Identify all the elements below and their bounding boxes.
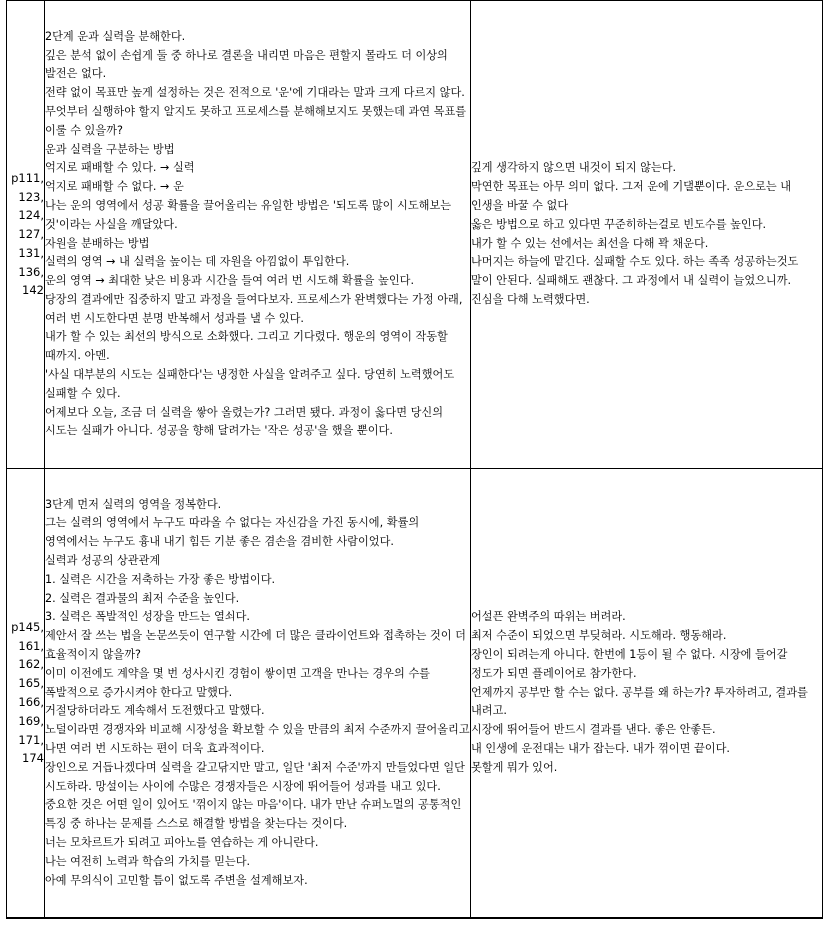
summary-line: 그는 실력의 영역에서 누구도 따라올 수 없다는 자신감을 가진 동시에, 확률의 영역에서는 누구도 흉내 내기 힘든 기분 좋은 겸손을 겸비한 사람이었다. (45, 516, 420, 549)
thought-line: 언제까지 공부만 할 수는 없다. 공부를 왜 하는가? 투자하려고, 결과를 내려고. (471, 685, 808, 718)
page-number: 174 (22, 751, 44, 766)
notes-table (6, 0, 823, 919)
thoughts-cell (471, 469, 823, 919)
table-row (7, 469, 823, 919)
summary-line: 내가 할 수 있는 최선의 방식으로 소화했다. 그리고 기다렸다. 행운의 영역이 작동할 때까지. 아멘. (45, 330, 448, 363)
summary-line: 노덜이라면 경쟁자와 비교해 시장성을 확보할 수 있을 만큼의 최저 수준까지 끌어올리고 나면 여러 번 시도하는 편이 더욱 효과적이다. (45, 723, 470, 755)
summary-line: 자원을 분배하는 방법 (45, 236, 150, 250)
summary-line: 무엇부터 실행하야 할지 알지도 못하고 프로세스를 분해해보지도 못했는데 과연 목표를 이룰 수 있을까? (45, 104, 467, 137)
page-numbers-cell (7, 469, 45, 919)
page-number: 161, (18, 638, 44, 653)
thought-line: 옳은 방법으로 하고 있다면 꾸준히하는걸로 빈도수를 높인다. (471, 217, 767, 231)
thoughts-cell (471, 1, 823, 469)
table-row (7, 1, 823, 469)
summary-line: 어제보다 오늘, 조금 더 실력을 쌓아 올렸는가? 그러면 됐다. 과정이 옳다면 당신의 시도는 실패가 아니다. 성공을 향해 달려가는 '작은 성공'을 했을 뿐이다. (45, 405, 443, 438)
page-number: 124, (18, 208, 44, 223)
summary-line: 운과 실력을 구분하는 방법 (45, 142, 175, 156)
summary-line: 1. 실력은 시간을 저축하는 가장 좋은 방법이다. (45, 572, 276, 586)
summary-line: 실력의 영역 → 내 실력을 높이는 데 자원을 아낌없이 투입한다. (45, 255, 350, 269)
page-number: 131, (18, 245, 44, 260)
summary-line: 나는 여전히 노력과 학습의 가치를 믿는다. (45, 854, 251, 868)
summary-line: 아예 무의식이 고민할 틈이 없도록 주변을 설계해보자. (45, 873, 308, 887)
thought-line: 내 인생에 운전대는 내가 잡는다. 내가 꺾이면 끝이다. (471, 741, 730, 755)
thought-line: 어설픈 완벽주의 따위는 버려라. (471, 610, 626, 624)
thought-line: 나머지는 하늘에 맡긴다. 실패할 수도 있다. 하는 족족 성공하는것도 말이 안된다. 실패해도 괜찮다. 그 과정에서 내 실력이 늘었으니까. 진심을 다해 노력했다면. (471, 255, 799, 306)
summary-line: '사실 대부분의 시도는 실패한다'는 냉정한 사실을 알려주고 싶다. 당연히 노력했어도 실패할 수 있다. (45, 368, 455, 400)
summary-line: 너는 모차르트가 되려고 피아노를 연습하는 게 아니란다. (45, 835, 319, 849)
thought-line: 내가 할 수 있는 선에서는 최선을 다해 꽉 채운다. (471, 236, 709, 250)
summary-line: 억지로 패배할 수 있다. → 실력 (45, 161, 195, 175)
summary-line: 억지로 패배할 수 없다. → 운 (45, 180, 184, 194)
page-number: 136, (18, 264, 44, 279)
summary-cell (45, 1, 471, 469)
page-number: 169, (18, 713, 44, 728)
summary-line: 장인으로 거듭나겠다며 실력을 갈고닦지만 말고, 일단 '최저 수준'까지 만들었다면 일단 시도하라. 망설이는 사이에 수많은 경쟁자들은 시장에 뛰어들어 성과를 내고 있다. (45, 760, 465, 793)
summary-line: 3단계 먼저 실력의 영역을 정복한다. (45, 497, 222, 511)
thought-line: 장인이 되려는게 아니다. 한번에 1등이 될 수 없다. 시장에 들어갈 정도가 되면 플레이어로 참가한다. (471, 648, 788, 680)
page-number: 166, (18, 695, 44, 709)
page-number: 165, (18, 676, 44, 691)
summary-line: 중요한 것은 어떤 일이 있어도 '꺾이지 않는 마음'이다. 내가 만난 슈퍼노멀의 공통적인 특징 중 하나는 문제를 스스로 해결할 방법을 찾는다는 것이다. (45, 798, 462, 831)
summary-line: 제안서 잘 쓰는 법을 논문쓰듯이 연구할 시간에 더 많은 클라이언트와 접촉하는 것이 더 효율적이지 않을까? (45, 629, 466, 661)
summary-line: 거절당하더라도 계속해서 도전했다고 말했다. (45, 704, 265, 718)
thought-line: 못할게 뭐가 있어. (471, 760, 558, 774)
thought-line: 최저 수준이 되었으면 부딪혀라. 시도해라. 행동해라. (471, 629, 727, 643)
page-number: 127, (18, 227, 44, 242)
page-number: 123, (18, 189, 44, 204)
page-numbers-cell (7, 1, 45, 469)
summary-line: 깊은 분석 없이 손쉽게 둘 중 하나로 결론을 내리면 마음은 편할지 몰라도 더 이상의 발전은 없다. (45, 48, 448, 81)
summary-line: 2단계 운과 실력을 분해한다. (45, 29, 186, 43)
summary-line: 당장의 결과에만 집중하지 말고 과정을 들여다보자. 프로세스가 완벽했다는 가정 아래, 여러 번 시도한다면 분명 반복해서 성과를 낼 수 있다. (45, 292, 463, 325)
page-number: p111, (11, 170, 44, 185)
page-number: p145, (11, 619, 44, 634)
thought-line: 막연한 목표는 아무 의미 없다. 그저 운에 기댈뿐이다. 운으로는 내 인생을 바꿀 수 없다 (471, 180, 792, 212)
summary-line: 나는 운의 영역에서 성공 확률을 끌어올리는 유일한 방법은 '되도록 많이 시도해보는 것'이라는 사실을 깨달았다. (45, 198, 452, 231)
thought-line: 깊게 생각하지 않으면 내것이 되지 않는다. (471, 161, 677, 175)
summary-line: 이미 이전에도 계약을 몇 번 성사시킨 경험이 쌓이면 고객을 만나는 경우의 수를 폭발적으로 증가시켜야 한다고 말했다. (45, 666, 430, 699)
page-number: 171, (18, 732, 44, 747)
summary-line: 실력과 성공의 상관관계 (45, 554, 161, 568)
page-number: 162, (18, 657, 44, 672)
summary-line: 2. 실력은 결과물의 최저 수준을 높인다. (45, 591, 240, 605)
page-number: 142 (22, 283, 44, 298)
summary-line: 전략 없이 목표만 높게 설정하는 것은 전적으로 '운'에 기대라는 말과 크게 다르지 않다. (45, 86, 465, 100)
summary-line: 운의 영역 → 최대한 낮은 비용과 시간을 들여 여러 번 시도해 확률을 높인다. (45, 274, 415, 288)
summary-cell (45, 469, 471, 919)
thought-line: 시장에 뛰어들어 반드시 결과를 낸다. 좋은 안좋든. (471, 723, 716, 737)
summary-line: 3. 실력은 폭발적인 성장을 만드는 열쇠다. (45, 610, 250, 624)
